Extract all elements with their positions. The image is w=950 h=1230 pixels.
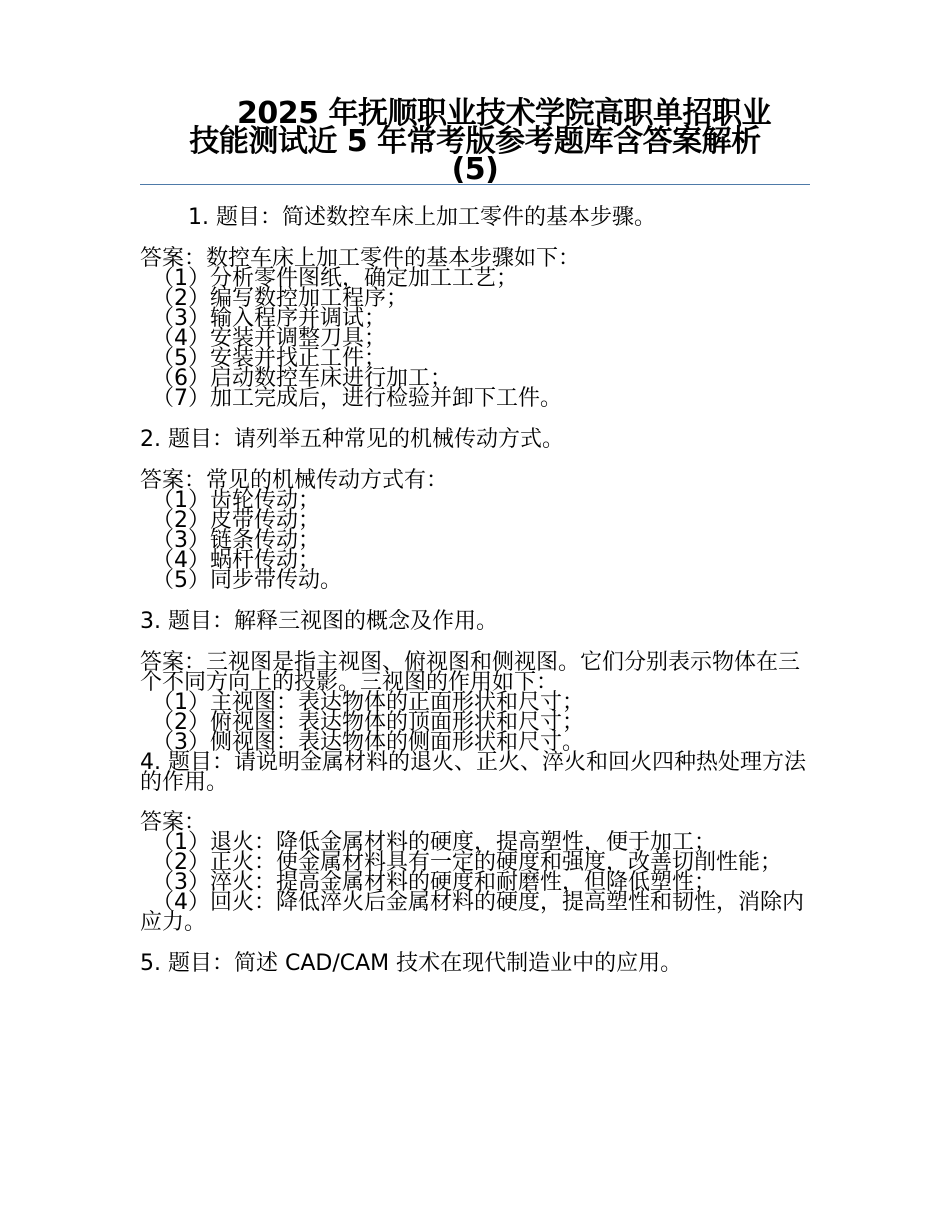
answer-2-item: （2）皮带传动； (152, 508, 320, 533)
answer-3-item: （3）侧视图：表达物体的侧面形状和尺寸。 (152, 730, 584, 755)
answer-1-item: （2）编写数控加工程序； (152, 286, 408, 311)
answer-1-item: （6）启动数控车床进行加工； (152, 366, 452, 391)
answer-4 (140, 810, 810, 935)
title-line-1: 2025 年抚顺职业技术学院高职单招职业 (237, 96, 771, 131)
answer-3-item: （2）俯视图：表达物体的顶面形状和尺寸； (152, 710, 584, 735)
answer-4-item: （2）正火：使金属材料具有一定的硬度和强度，改善切削性能； (152, 850, 782, 875)
answer-2-head: 答案：常见的机械传动方式有： (140, 468, 449, 493)
answer-4-item: （1）退火：降低金属材料的硬度，提高塑性，便于加工； (152, 830, 716, 855)
answer-1-item: （1）分析零件图纸，确定加工工艺； (152, 266, 518, 291)
answer-2-item: （1）齿轮传动； (152, 488, 320, 513)
answer-4-head: 答案： (140, 810, 207, 835)
answer-1-item: （7）加工完成后，进行检验并卸下工件。 (152, 386, 562, 411)
answer-1-item: （3）输入程序并调试； (152, 306, 386, 331)
answer-1-head: 答案：数控车床上加工零件的基本步骤如下： (140, 246, 581, 271)
question-5: 5. 题目：简述 CAD/CAM 技术在现代制造业中的应用。 (140, 951, 683, 976)
answer-3 (140, 650, 810, 755)
document-title (140, 96, 810, 187)
answer-3-item: （1）主视图：表达物体的正面形状和尺寸； (152, 690, 584, 715)
question-2: 2. 题目：请列举五种常见的机械传动方式。 (140, 427, 564, 452)
answer-4-item: （3）淬火：提高金属材料的硬度和耐磨性，但降低塑性； (152, 870, 716, 895)
answer-1-item: （5）安装并找正工件； (152, 346, 386, 371)
answer-1 (140, 246, 810, 411)
answer-1-item: （4）安装并调整刀具； (152, 326, 386, 351)
answer-2-item: （3）链条传动； (152, 528, 320, 553)
document-page (140, 96, 810, 976)
question-1: 1. 题目：简述数控车床上加工零件的基本步骤。 (188, 205, 656, 230)
answer-3-head: 答案：三视图是指主视图、俯视图和侧视图。它们分别表示物体在三个不同方向上的投影。三视图的作用如下： (140, 650, 801, 695)
question-3: 3. 题目：解释三视图的概念及作用。 (140, 609, 498, 634)
answer-2 (140, 468, 810, 593)
answer-2-item: （5）同步带传动。 (152, 568, 342, 593)
question-4: 4. 题目：请说明金属材料的退火、正火、淬火和回火四种热处理方法的作用。 (140, 750, 806, 795)
title-line-2: 技能测试近 5 年常考版参考题库含答案解析 (189, 124, 761, 159)
answer-2-item: （4）蜗杆传动； (152, 548, 320, 573)
answer-4-item: （4）回火：降低淬火后金属材料的硬度，提高塑性和韧性，消除内应力。 (140, 890, 804, 935)
title-line-3: (5) (451, 152, 499, 187)
